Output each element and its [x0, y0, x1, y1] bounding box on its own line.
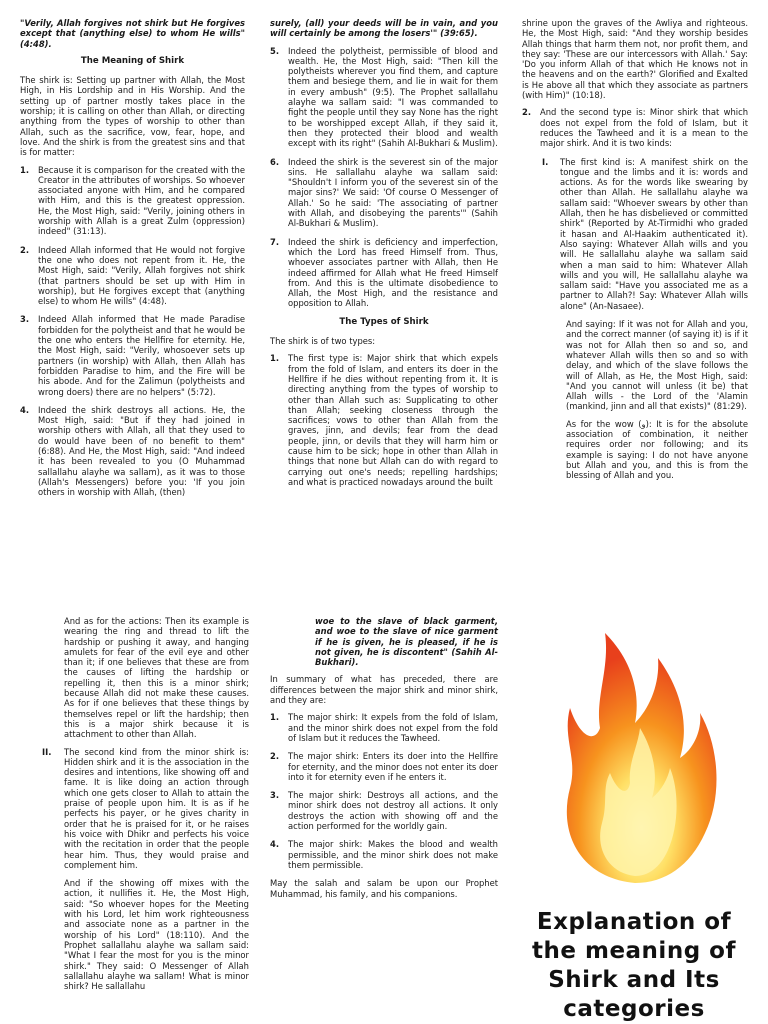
item-text: The major shirk: Destroys all actions, and the minor shirk does not destroy all actions. It only destroys the action with showing off and the action performed for the worldly gain.: [288, 790, 498, 832]
continued-quote: woe to the slave of black garment, and woe to the slave of nice garment if he is given, he is pleased, if he is not given, he is discontent" (Sahih Al-Bukhari).: [315, 616, 498, 668]
summary-paragraph: In summary of what has preceded, there are differences between the major shirk and minor shirk, and they are:: [270, 674, 498, 706]
item-number: 3.: [20, 314, 30, 325]
list-item: [270, 157, 498, 229]
item-text: The major shirk: It expels from the fold of Islam, and the minor shirk does not expel from the fold of Islam but it reduces the Tawheed.: [288, 712, 498, 743]
title-line: Shirk and Its: [548, 967, 720, 993]
item-number: 5.: [270, 45, 280, 56]
item-number: 2.: [20, 244, 30, 255]
item-number: 6.: [270, 156, 280, 167]
item-text: Indeed Allah informed that He made Paradise forbidden for the polytheist and that he would be the one who enters the Hellfire for eternity. He, the Most High, said: "Verily, whosoever sets up partners (in worship) with Allah, then Allah has forbidden Paradise to him, and the Fire will be his abode. And for the Zalimun (polytheists and wrong doers) there are no helpers" (5:72).: [38, 314, 245, 397]
item-text: Indeed the polytheist, permissible of blood and wealth. He, the Most High, said: "Then kill the polytheists wherever you find them, and capture them and besiege them, and lie in wait for them in every ambush" (9:5). The Prophet sallallahu alayhe wa sallam said: "I was commanded to fight the people until they say None has the right to be worshipped except Allah, if they said it, then they protected their blood and wealth except with its right" (Sahih Al-Bukhari & Muslim).: [288, 45, 498, 149]
list-item: [542, 157, 748, 311]
continued-text: shrine upon the graves of the Awliya and righteous. He, the Most High, said: "And they worship besides Allah things that harm them not, nor profit them, and they say: 'These are our intercessors with Allah.' Say: 'Do you inform Allah of that which He knows not in the heavens and on the earth?' Glorified and Exalted is He above all that which they associate as partners (with Him)" (10:18).: [522, 18, 748, 101]
item-number: 1.: [20, 164, 30, 175]
list-item: [270, 237, 498, 309]
item-number: 4.: [270, 839, 280, 850]
item-number: 1.: [270, 353, 280, 364]
list-item: [20, 405, 245, 498]
closing-paragraph: May the salah and salam be upon our Prophet Muhammad, his family, and his companions.: [270, 878, 498, 899]
list-item: [270, 46, 498, 149]
item-text: Indeed Allah informed that He would not forgive the one who does not repent from it. He, the Most High, said: "Verily, Allah forgives not shirk (that partners should be set up with Him in worship), but He forgives except that (anything else) to whom He wills" (4:48).: [38, 244, 245, 307]
list-item: [42, 747, 249, 871]
heading-types-of-shirk: The Types of Shirk: [339, 316, 429, 327]
flame-illustration: [540, 628, 730, 888]
list-item: [270, 353, 498, 487]
heading-meaning-of-shirk: The Meaning of Shirk: [80, 55, 185, 66]
item-text: The second kind from the minor shirk is: Hidden shirk and it is the association in the desires and intentions, like showing off and fame. It is like doing an action through which one gets closer to Allah to attain the praise of people upon him. It is as if he perfects his payer, or he gives charity in order that he is praised for it, or he raises his voice with Dhikr and perfects his voice with the recitation in order that the people hear him. Thus, they would praise and complement him.: [64, 746, 249, 870]
item-number: 2.: [522, 107, 532, 118]
item-text: The major shirk: Makes the blood and wealth permissible, and the minor shirk does not make them permissible.: [288, 839, 498, 870]
paragraph: As for the wow (و): It is for the absolute association of combination, it neither requires order nor following; and its example is saying: I do not have anyone but Allah and you, and this is from the blessing of Allah and you.: [566, 418, 748, 481]
list-item: [270, 790, 498, 831]
item-text: The first kind is: A manifest shirk on the tongue and the limbs and it is: words and actions. As for the words like swearing by other than Allah. He sallallahu alayhe wa sallam said: "Whoever swears by other than Allah, then he has disbelieved or committed shirk" (Reported by At-Tirmidhi who graded it hasan and Al-Haakim authenticated it). Also saying: Whatever Allah wills and you will. He sallallahu alayhe wa sallam said when a man said to him: Whatever Allah wills and you will, He sallallahu alayhe wa sallam said: "Have you associated me as a partner to Allah?! Say: Whatever Allah wills alone" (An-Nasaee).: [560, 156, 748, 311]
title-line: categories: [563, 996, 705, 1022]
continued-quote: surely, (all) your deeds will be in vain, and you will certainly be among the losers'" (39:65).: [270, 18, 498, 39]
list-item: [270, 712, 498, 743]
item-number: 7.: [270, 236, 280, 247]
item-text: Indeed the shirk destroys all actions. He, the Most High, said: "But if they had joined in worship others with Allah, all that they used to do would have been of no benefit to them" (6:88). And He, the Most High, said: "And indeed it has been revealed to you (O Muhammad sallallahu alayhe wa sallam), as it was to those (Allah's Messengers) before you: 'If you join others in worship with Allah, (then): [38, 404, 245, 498]
list-item: [20, 165, 245, 237]
paragraph: And saying: If it was not for Allah and you, and the correct manner (of saying it) is if it was not for Allah then so and so, and whatever Allah wills then so and so with delay, and which of the slave follows the will of Allah, as He, the Most High, said: "And you cannot will unless (it be) that Allah wills - the Lord of the 'Alamin (mankind, jinn and all that exists)" (81:29).: [566, 319, 748, 412]
paragraph: And if the showing off mixes with the action, it nullifies it. He, the Most High, said: "So whoever hopes for the Meeting with his Lord, let him work righteousness and associate none as a partner in the worship of his Lord" (18:110). And the Prophet sallallahu alayhe wa sallam said: "What I fear the most for you is the minor shirk." They said: O Messenger of Allah sallallahu alayhe wa sallam! What is minor shirk? He sallallahu: [64, 878, 249, 992]
item-text: Because it is comparison for the created with the Creator in the attributes of worships. So whoever associated anyone with Him, and he compared with Him, and this is the greatest oppression. He, the Most High, said: "Verily, joining others in worship with Allah is a great Zulm (oppression) indeed" (31:13).: [38, 164, 245, 237]
item-number: 4.: [20, 404, 30, 415]
paragraph: And as for the actions: Then its example is wearing the ring and thread to lift the hardship or pushing it away, and hanging amulets for fear of the evil eye and other than it; if one believes that these are from the causes of lifting the hardship or repelling it, then this is a minor shirk; because Allah did not make these causes. As for if one believes that these things by themselves repel or lift the hardship; then this is a major shirk because it is attachment to other than Allah.: [64, 616, 249, 740]
title-line: Explanation of: [536, 909, 732, 935]
column-5: [270, 616, 498, 906]
intro-quote: "Verily, Allah forgives not shirk but He forgives except that (anything else) to whom He wills" (4:48).: [20, 18, 245, 49]
flame-icon: [540, 628, 730, 888]
list-item: [522, 107, 748, 148]
item-number: 3.: [270, 790, 280, 801]
list-item: [20, 314, 245, 396]
item-text: The first type is: Major shirk that which expels from the fold of Islam, and enters its doer in the Hellfire if he dies without repenting from it. It is directing anything from the types of worship to other than Allah such as: Supplicating to other than Allah; seeking closeness through the sacrifices; vows to other than Allah from the graves, jinn, and devils; fear from the dead people, jinn, or devils that they will harm him or cause him to be sick; hope in other than Allah in things that none but Allah can do with regard to carrying out one's needs; repelling hardships; and what is practiced nowadays around the built: [288, 353, 498, 487]
meaning-paragraph: The shirk is: Setting up partner with Allah, the Most High, in His Lordship and in His Worship. And the setting up of partner mostly takes place in the worship; it is calling on other than Allah, or directing anything from the types of worship to other than Allah, such as the sacrifice, vow, fear, hope, and love. And the shirk is from the greatest sins and that is for matter:: [20, 75, 245, 158]
list-item: [20, 245, 245, 307]
list-item: [270, 839, 498, 870]
types-paragraph: The shirk is of two types:: [270, 336, 376, 347]
column-4: [42, 616, 249, 998]
column-3: [522, 18, 748, 487]
item-text: Indeed the shirk is the severest sin of the major sins. He sallallahu alayhe wa sallam said: "Shouldn't I inform you of the severest sin of the major sins?' We said: 'Of course O Messenger of Allah.' So he said: 'The associating of partner with Allah, and disobeying the parents'" (Sahih Al-Bukhari & Muslim).: [288, 156, 498, 229]
title-line: the meaning of: [532, 938, 736, 964]
item-text: And the second type is: Minor shirk that which does not expel from the fold of Islam, but it reduces the Tawheed and it is a mean to the major shirk. And it is two kinds:: [540, 107, 748, 149]
item-number: 1.: [270, 712, 280, 723]
item-number: I.: [542, 156, 549, 167]
item-number: 2.: [270, 751, 280, 762]
item-text: Indeed the shirk is deficiency and imperfection, which the Lord has freed Himself from. Thus, whoever associates partner with Allah, then He indeed affirmed for Allah what He freed Himself from. And this is the ultimate disobedience to Allah, the Most High, and the resistance and opposition to Allah.: [288, 236, 498, 309]
cover-title: [518, 908, 750, 1024]
item-text: The major shirk: Enters its doer into the Hellfire for eternity, and the minor does not enter its doer into it for eternity even if he enters it.: [288, 751, 498, 782]
column-2: [270, 18, 498, 495]
item-number: II.: [42, 746, 52, 757]
column-1: [20, 18, 245, 505]
list-item: [270, 751, 498, 782]
